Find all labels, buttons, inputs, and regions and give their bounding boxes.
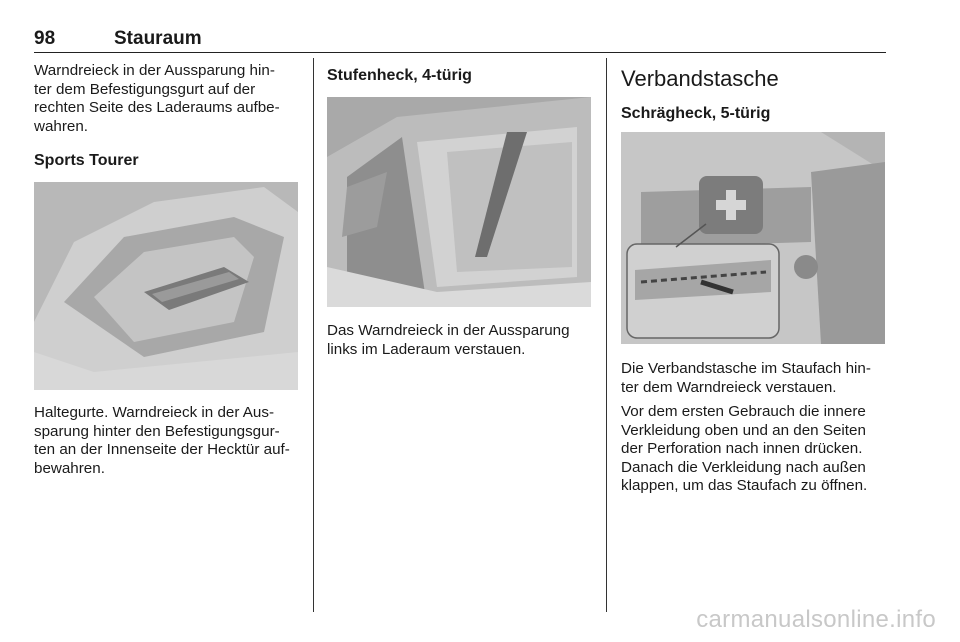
figure-caption [34,404,302,478]
text-line: klappen, um das Staufach zu öffnen. [621,477,868,494]
text-line: ten an der Innenseite der Hecktür auf- [34,441,290,458]
section-heading: Verbandstasche [621,66,779,91]
section-subheading: Schrägheck, 5-türig [621,105,771,122]
text-line: Haltegurte. Warndreieck in der Aus- [34,404,275,421]
text-line: Vor dem ersten Gebrauch die innere [621,403,866,420]
figure-first-aid-kit [621,132,885,344]
section-heading: Sports Tourer [34,152,139,169]
text-line: ter dem Befestigungsgurt auf der [34,80,256,98]
column-divider [313,58,314,612]
figure-tailgate-straps [34,182,298,390]
text-line: Danach die Verkleidung nach außen [621,458,866,476]
text-line: Das Warndreieck in der Aussparung [327,322,570,339]
text-line: Die Verbandstasche im Staufach hin- [621,360,871,377]
figure-caption [327,322,597,359]
page-title: Stauraum [114,28,202,49]
watermark: carmanualsonline.info [696,606,936,633]
body-text [621,403,891,496]
text-line: bewahren. [34,459,105,477]
column-left [34,62,302,136]
text-line: sparung hinter den Befestigungsgur- [34,422,280,440]
intro-text [34,62,302,136]
text-line: rechten Seite des Laderaums aufbe- [34,99,280,116]
column-divider [606,58,607,612]
figure-caption [621,360,891,397]
text-line: links im Laderaum verstauen. [327,340,526,358]
page-number: 98 [34,28,56,49]
text-line: der Perforation nach innen drücken. [621,440,863,457]
text-line: ter dem Warndreieck verstauen. [621,378,837,396]
text-line: wahren. [34,117,89,135]
page-header [34,26,886,53]
text-line: Warndreieck in der Aussparung hin- [34,62,275,79]
figure-sedan-trunk [327,97,591,307]
text-line: Verkleidung oben und an den Seiten [621,421,866,439]
section-heading: Stufenheck, 4-türig [327,67,472,84]
